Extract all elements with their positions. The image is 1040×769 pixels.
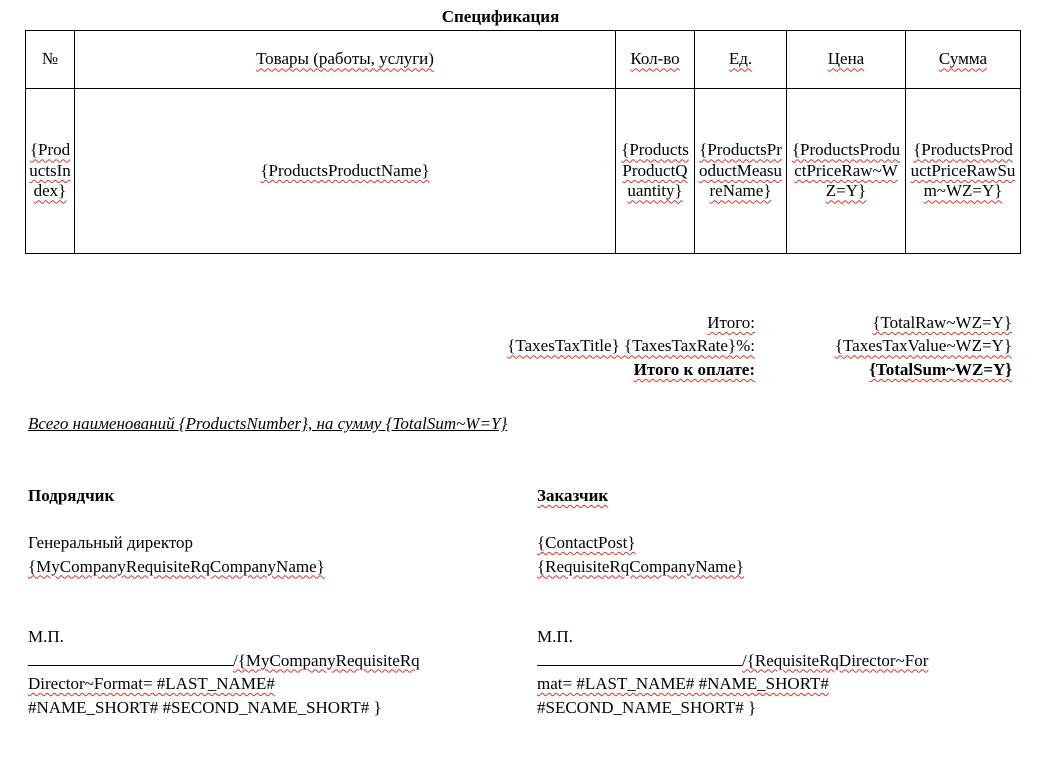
cell-price: {ProductsProductPriceRaw~WZ=Y} xyxy=(787,89,906,254)
contractor-post: Генеральный директор xyxy=(28,533,194,552)
cell-quantity: {ProductsProductQuantity} xyxy=(616,89,695,254)
customer-stamp: М.П. xyxy=(537,627,573,646)
contractor-signature-format: Director~Format= #LAST_NAME# xyxy=(28,674,275,693)
cell-unit: {ProductsProductMeasureName} xyxy=(695,89,787,254)
contractor-signature: /{MyCompanyRequisiteRq xyxy=(28,649,478,673)
total-value: {TotalRaw~WZ=Y} xyxy=(872,312,1012,332)
customer-company: {RequisiteRqCompanyName} xyxy=(537,556,745,576)
summary-line: Всего наименований {ProductsNumber}, на сумму {TotalSum~W=Y} xyxy=(28,414,508,433)
header-unit: Ед. xyxy=(695,31,787,89)
customer-block xyxy=(537,484,987,719)
cell-index: {ProductsIndex} xyxy=(26,89,75,254)
total-payable-label: Итого к оплате: xyxy=(633,359,755,379)
signature-line xyxy=(28,651,233,666)
contractor-block xyxy=(28,484,478,719)
header-number: № xyxy=(26,31,75,89)
total-payable-value: {TotalSum~WZ=Y} xyxy=(869,359,1012,379)
customer-signature-format-end: #SECOND_NAME_SHORT# } xyxy=(537,697,757,717)
specification-table xyxy=(25,30,1021,254)
total-row xyxy=(300,311,1012,335)
tax-row xyxy=(300,335,1012,359)
signature-line xyxy=(537,651,742,666)
totals-block xyxy=(300,311,1012,382)
customer-post: {ContactPost} xyxy=(537,533,636,552)
customer-signature: /{RequisiteRqDirector~For xyxy=(537,649,987,673)
customer-signature-format: mat= #LAST_NAME# #NAME_SHORT# xyxy=(537,674,829,693)
cell-product-name: {ProductsProductName} xyxy=(75,89,616,254)
tax-value: {TaxesTaxValue~WZ=Y} xyxy=(834,336,1012,356)
contractor-company: {MyCompanyRequisiteRqCompanyName} xyxy=(28,556,325,576)
total-label: Итого: xyxy=(707,312,755,332)
contractor-signature-format-end: #NAME_SHORT# #SECOND_NAME_SHORT# } xyxy=(28,697,382,717)
header-sum: Сумма xyxy=(906,31,1021,89)
contractor-stamp: М.П. xyxy=(28,627,64,646)
total-payable-row xyxy=(300,358,1012,382)
document-title: Спецификация xyxy=(441,7,560,26)
header-price: Цена xyxy=(787,31,906,89)
tax-label: {TaxesTaxTitle} {TaxesTaxRate}%: xyxy=(507,336,755,356)
table-row xyxy=(26,89,1021,254)
table-header-row xyxy=(26,31,1021,89)
contractor-heading: Подрядчик xyxy=(28,486,115,505)
header-quantity: Кол-во xyxy=(616,31,695,89)
header-products: Товары (работы, услуги) xyxy=(75,31,616,89)
customer-heading: Заказчик xyxy=(537,486,609,505)
cell-sum: {ProductsProductPriceRawSum~WZ=Y} xyxy=(906,89,1021,254)
